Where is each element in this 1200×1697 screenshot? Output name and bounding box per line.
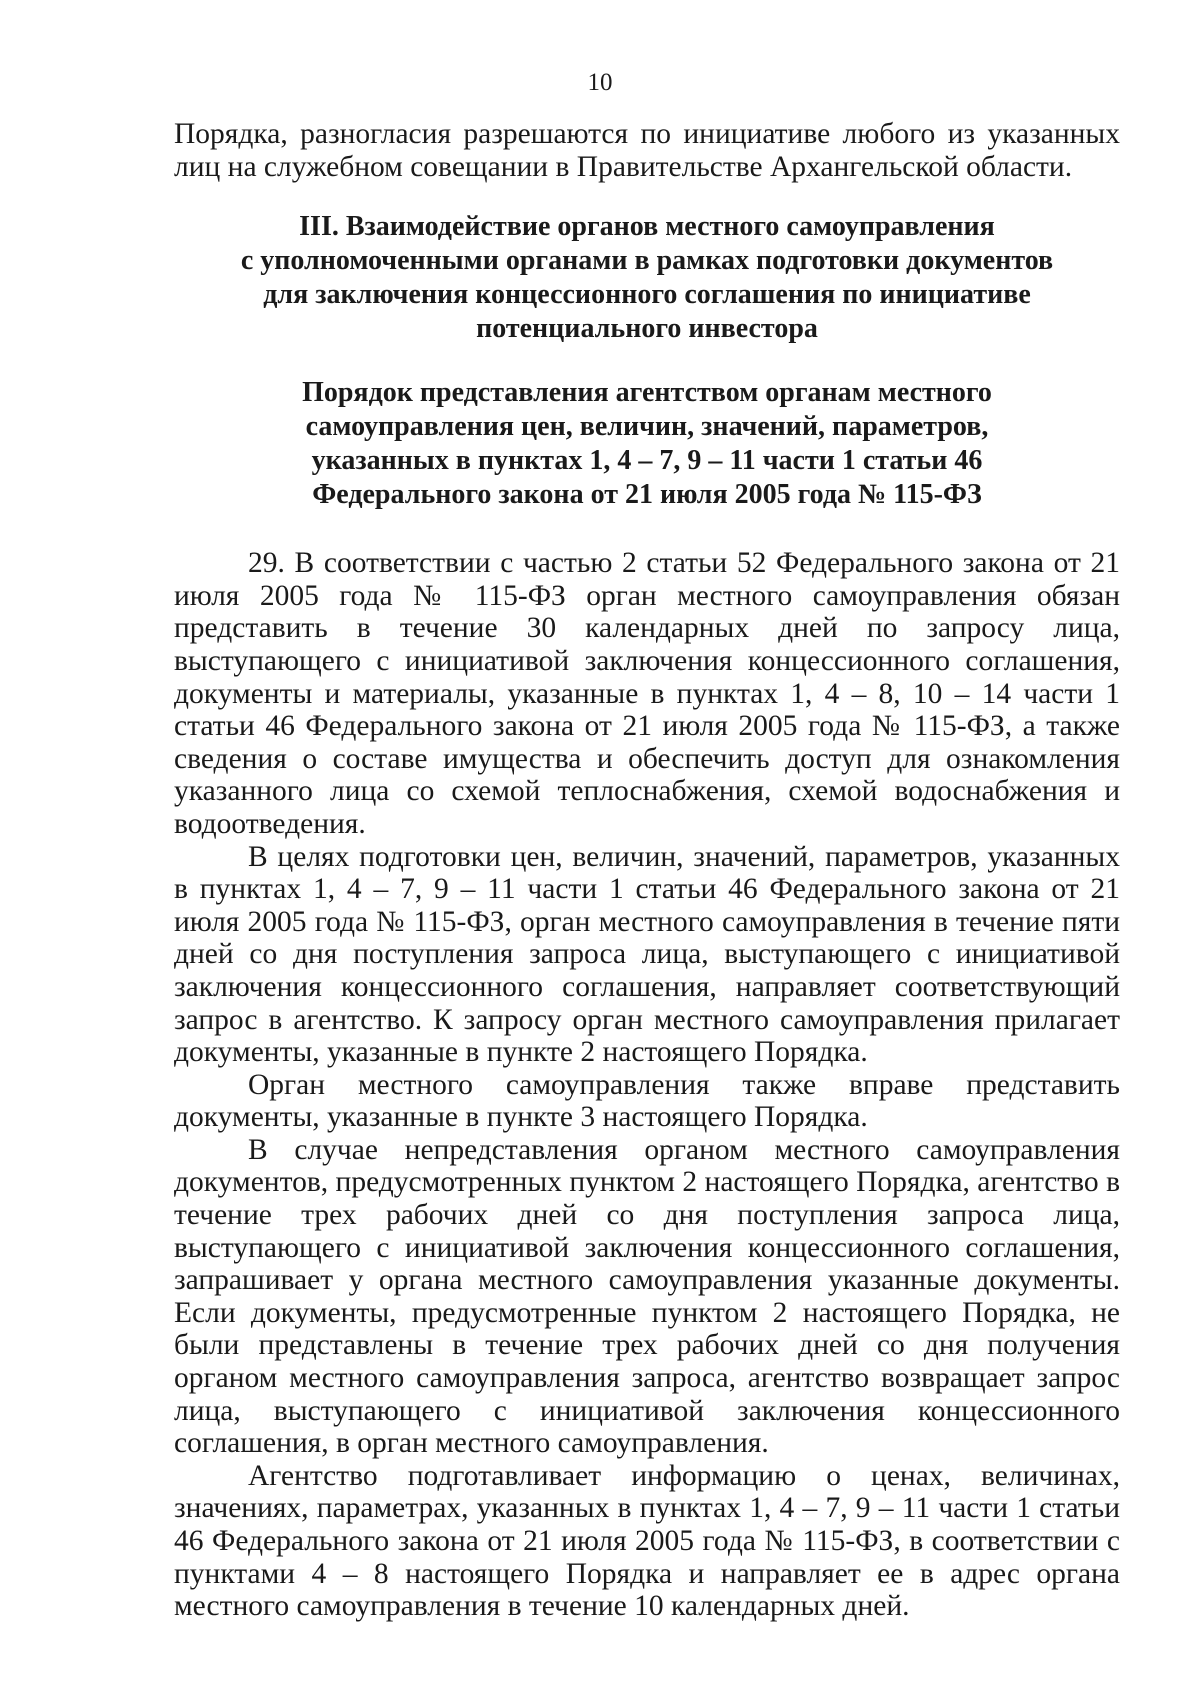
page-number: 10 [587,69,613,96]
paragraph: Орган местного самоуправления также вправе представить документы, указанные в пункте 3 настоящего Порядка. [174,1068,1120,1134]
intro-paragraph: Порядка, разногласия разрешаются по инициативе любого из указанных лиц на служебном совещании в Правительстве Архангельской области. [174,118,1120,183]
paragraph: Агентство подготавливает информацию о ценах, величинах, значениях, параметрах, указанных в пунктах 1, 4 – 7, 9 – 11 части 1 статьи 46 Федерального закона от 21 июля 2005 года № 115-ФЗ, в соответствии с пунктами 4 – 8 настоящего Порядка и направляет ее в адрес органа местного самоуправления в течение 10 календарных дней. [174,1459,1120,1623]
sub-heading-line: самоуправления цен, величин, значений, параметров, [305,411,989,443]
section-heading-line: с уполномоченными органами в рамках подготовки документов [240,245,1054,277]
section-heading-line: III. Взаимодействие органов местного самоуправления [299,211,995,243]
sub-heading-line: Порядок представления агентством органам местного [302,377,992,409]
sub-heading [174,376,1120,512]
sub-heading-line: Федерального закона от 21 июля 2005 года № 115-ФЗ [312,479,982,511]
sub-heading-line: указанных в пунктах 1, 4 – 7, 9 – 11 части 1 статьи 46 [311,445,983,477]
paragraph: В целях подготовки цен, величин, значений, параметров, указанных в пунктах 1, 4 – 7, 9 – 11 части 1 статьи 46 Федерального закона от 21 июля 2005 года № 115-ФЗ, орган местного самоуправления в течение пяти дней со дня поступления запроса лица, выступающего с инициативой заключения концессионного соглашения, направляет соответствующий запрос в агентство. К запросу орган местного самоуправления прилагает документы, указанные в пункте 2 настоящего Порядка. [174,840,1120,1069]
body-paragraphs [174,547,1120,1623]
document-body [174,118,1120,1623]
paragraph-29: 29. В соответствии с частью 2 статьи 52 Федерального закона от 21 июля 2005 года № 115-ФЗ орган местного самоуправления обязан представить в течение 30 календарных дней по запросу лица, выступающего с инициативой заключения концессионного соглашения, документы и материалы, указанные в пунктах 1, 4 – 8, 10 – 14 части 1 статьи 46 Федерального закона от 21 июля 2005 года № 115-ФЗ, а также сведения о составе имущества и обеспечить доступ для ознакомления указанного лица со схемой теплоснабжения, схемой водоснабжения и водоотведения. [174,547,1120,840]
section-heading [174,210,1120,346]
section-heading-line: потенциального инвестора [476,313,818,345]
paragraph: В случае непредставления органом местного самоуправления документов, предусмотренных пунктом 2 настоящего Порядка, агентство в течение трех рабочих дней со дня поступления запроса лица, выступающего с инициативой заключения концессионного соглашения, запрашивает у органа местного самоуправления указанные документы. Если документы, предусмотренные пунктом 2 настоящего Порядка, не были представлены в течение трех рабочих дней со дня получения органом местного самоуправления запроса, агентство возвращает запрос лица, выступающего с инициативой заключения концессионного соглашения, в орган местного самоуправления. [174,1133,1120,1460]
section-heading-line: для заключения концессионного соглашения по инициативе [263,279,1031,311]
